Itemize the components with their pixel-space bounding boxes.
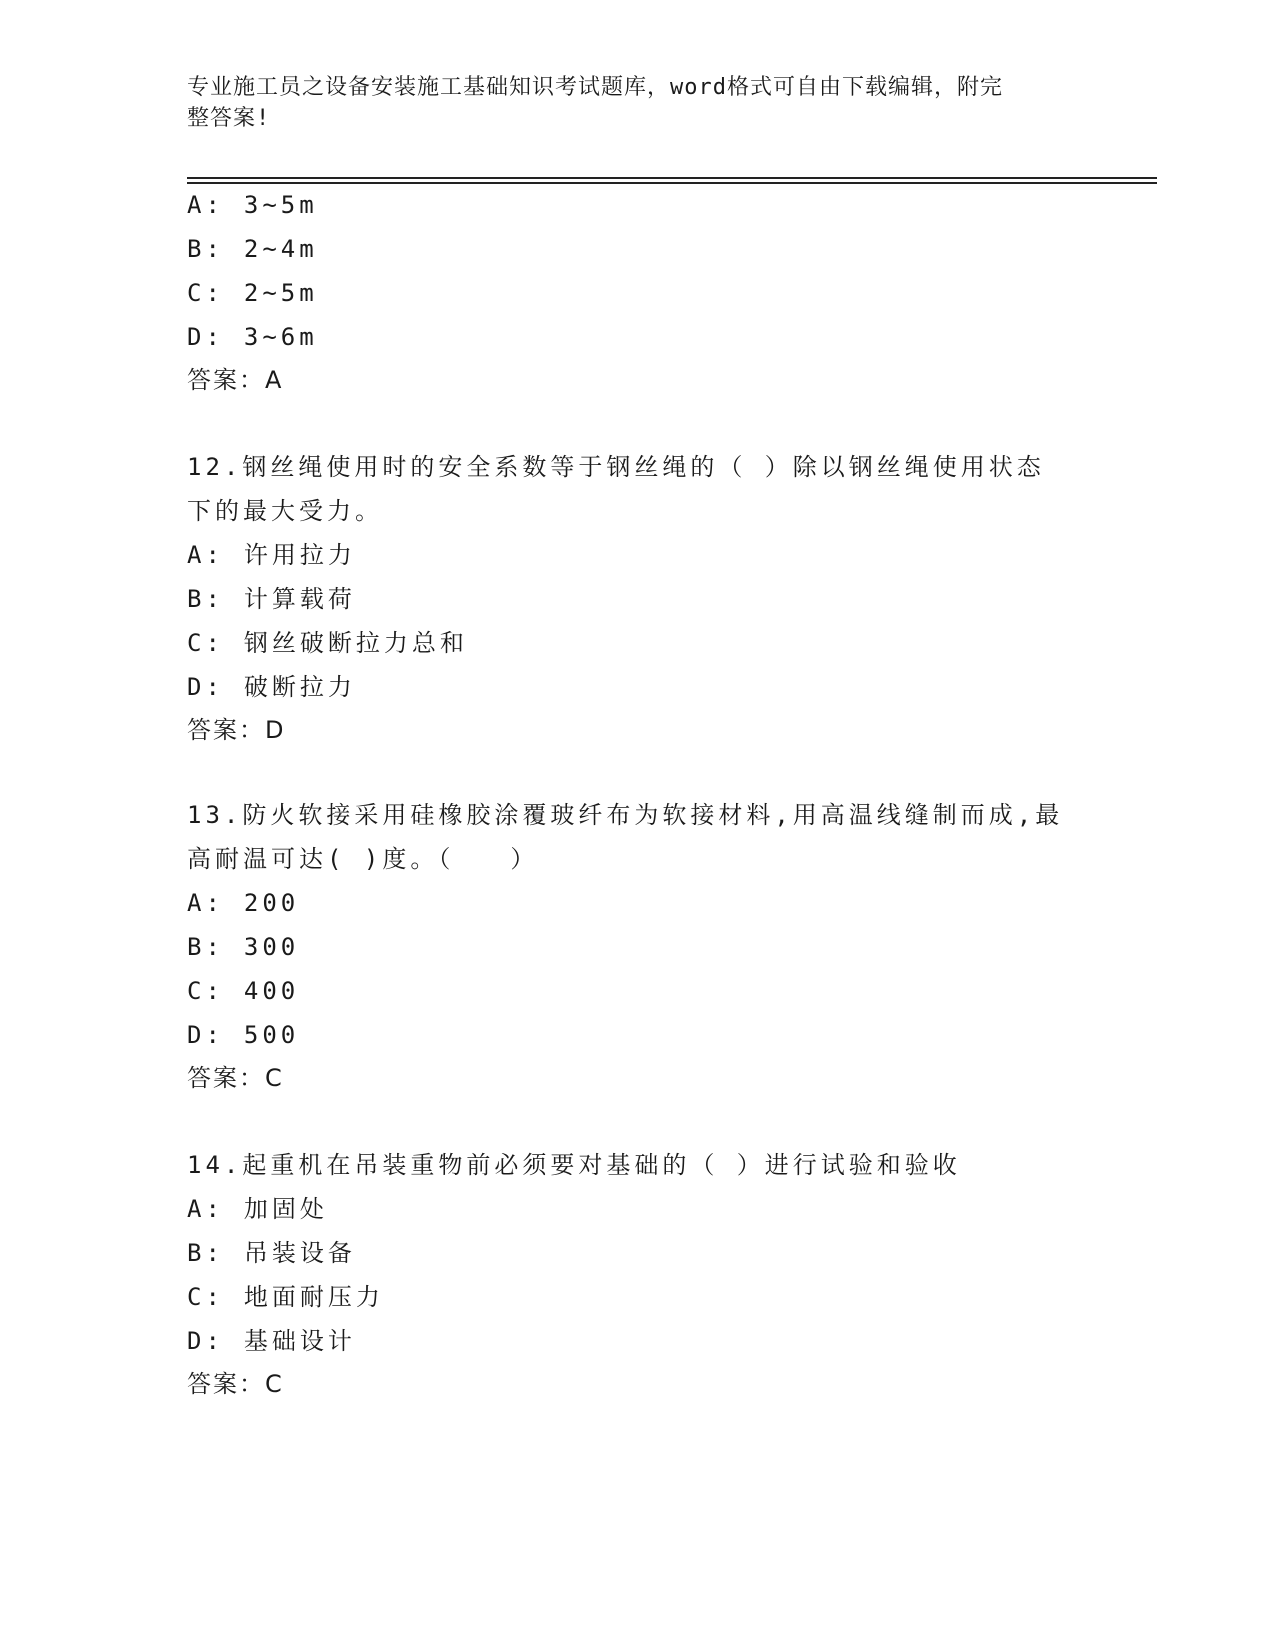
option-key: B: — [187, 1239, 224, 1267]
q13-answer: 答案：C — [187, 1064, 284, 1092]
q12-answer: 答案：D — [187, 716, 286, 744]
option-text: 3~5m — [243, 191, 318, 219]
option-key: C: — [187, 279, 224, 307]
q11-answer: 答案：A — [187, 366, 284, 394]
q12-option-c — [187, 628, 468, 658]
option-key: A: — [187, 191, 224, 219]
q14-option-a — [187, 1194, 328, 1224]
q11-option-d — [187, 322, 318, 352]
header-line-1: 专业施工员之设备安装施工基础知识考试题库，word格式可自由下载编辑，附完 — [187, 75, 1003, 100]
document-header — [187, 72, 1067, 134]
q12-stem-line-2: 下的最大受力。 — [187, 497, 383, 525]
option-key: D: — [187, 323, 224, 351]
q13-option-c — [187, 976, 299, 1006]
option-text: 2~4m — [243, 235, 318, 263]
option-text: 加固处 — [243, 1195, 328, 1223]
q11-option-b — [187, 234, 318, 264]
q12-option-a — [187, 540, 356, 570]
option-text: 破断拉力 — [243, 673, 356, 701]
q13-option-d — [187, 1020, 299, 1050]
option-key: D: — [187, 1327, 224, 1355]
q11-option-c — [187, 278, 318, 308]
option-text: 许用拉力 — [243, 541, 356, 569]
q14-option-c — [187, 1282, 384, 1312]
option-text: 计算载荷 — [243, 585, 356, 613]
header-line-2: 整答案! — [187, 106, 271, 131]
q14-stem-line-1: 14.起重机在吊装重物前必须要对基础的（ ）进行试验和验收 — [187, 1151, 961, 1179]
q12-option-d — [187, 672, 356, 702]
q12-option-b — [187, 584, 356, 614]
q14-option-b — [187, 1238, 356, 1268]
option-text: 地面耐压力 — [243, 1283, 384, 1311]
q14-answer: 答案：C — [187, 1370, 284, 1398]
q13-stem-line-1: 13.防火软接采用硅橡胶涂覆玻纤布为软接材料,用高温线缝制而成,最 — [187, 801, 1064, 829]
header-divider-bottom — [187, 182, 1157, 184]
option-text: 300 — [243, 933, 300, 961]
option-text: 基础设计 — [243, 1327, 356, 1355]
option-key: A: — [187, 1195, 224, 1223]
option-key: C: — [187, 977, 224, 1005]
q13-option-b — [187, 932, 299, 962]
option-key: D: — [187, 1021, 224, 1049]
header-divider-top — [187, 177, 1157, 179]
option-text: 2~5m — [243, 279, 318, 307]
option-key: D: — [187, 673, 224, 701]
option-text: 200 — [243, 889, 300, 917]
option-text: 吊装设备 — [243, 1239, 356, 1267]
q14-option-d — [187, 1326, 356, 1356]
option-key: A: — [187, 541, 224, 569]
option-text: 3~6m — [243, 323, 318, 351]
option-text: 钢丝破断拉力总和 — [243, 629, 468, 657]
option-key: A: — [187, 889, 224, 917]
option-key: B: — [187, 933, 224, 961]
option-key: C: — [187, 1283, 224, 1311]
option-text: 400 — [243, 977, 300, 1005]
q13-option-a — [187, 888, 299, 918]
option-key: B: — [187, 585, 224, 613]
option-text: 500 — [243, 1021, 300, 1049]
q13-stem-line-2: 高耐温可达( )度。（ ） — [187, 845, 539, 873]
option-key: B: — [187, 235, 224, 263]
q11-option-a — [187, 190, 318, 220]
q12-stem-line-1: 12.钢丝绳使用时的安全系数等于钢丝绳的（ ）除以钢丝绳使用状态 — [187, 453, 1045, 481]
option-key: C: — [187, 629, 224, 657]
